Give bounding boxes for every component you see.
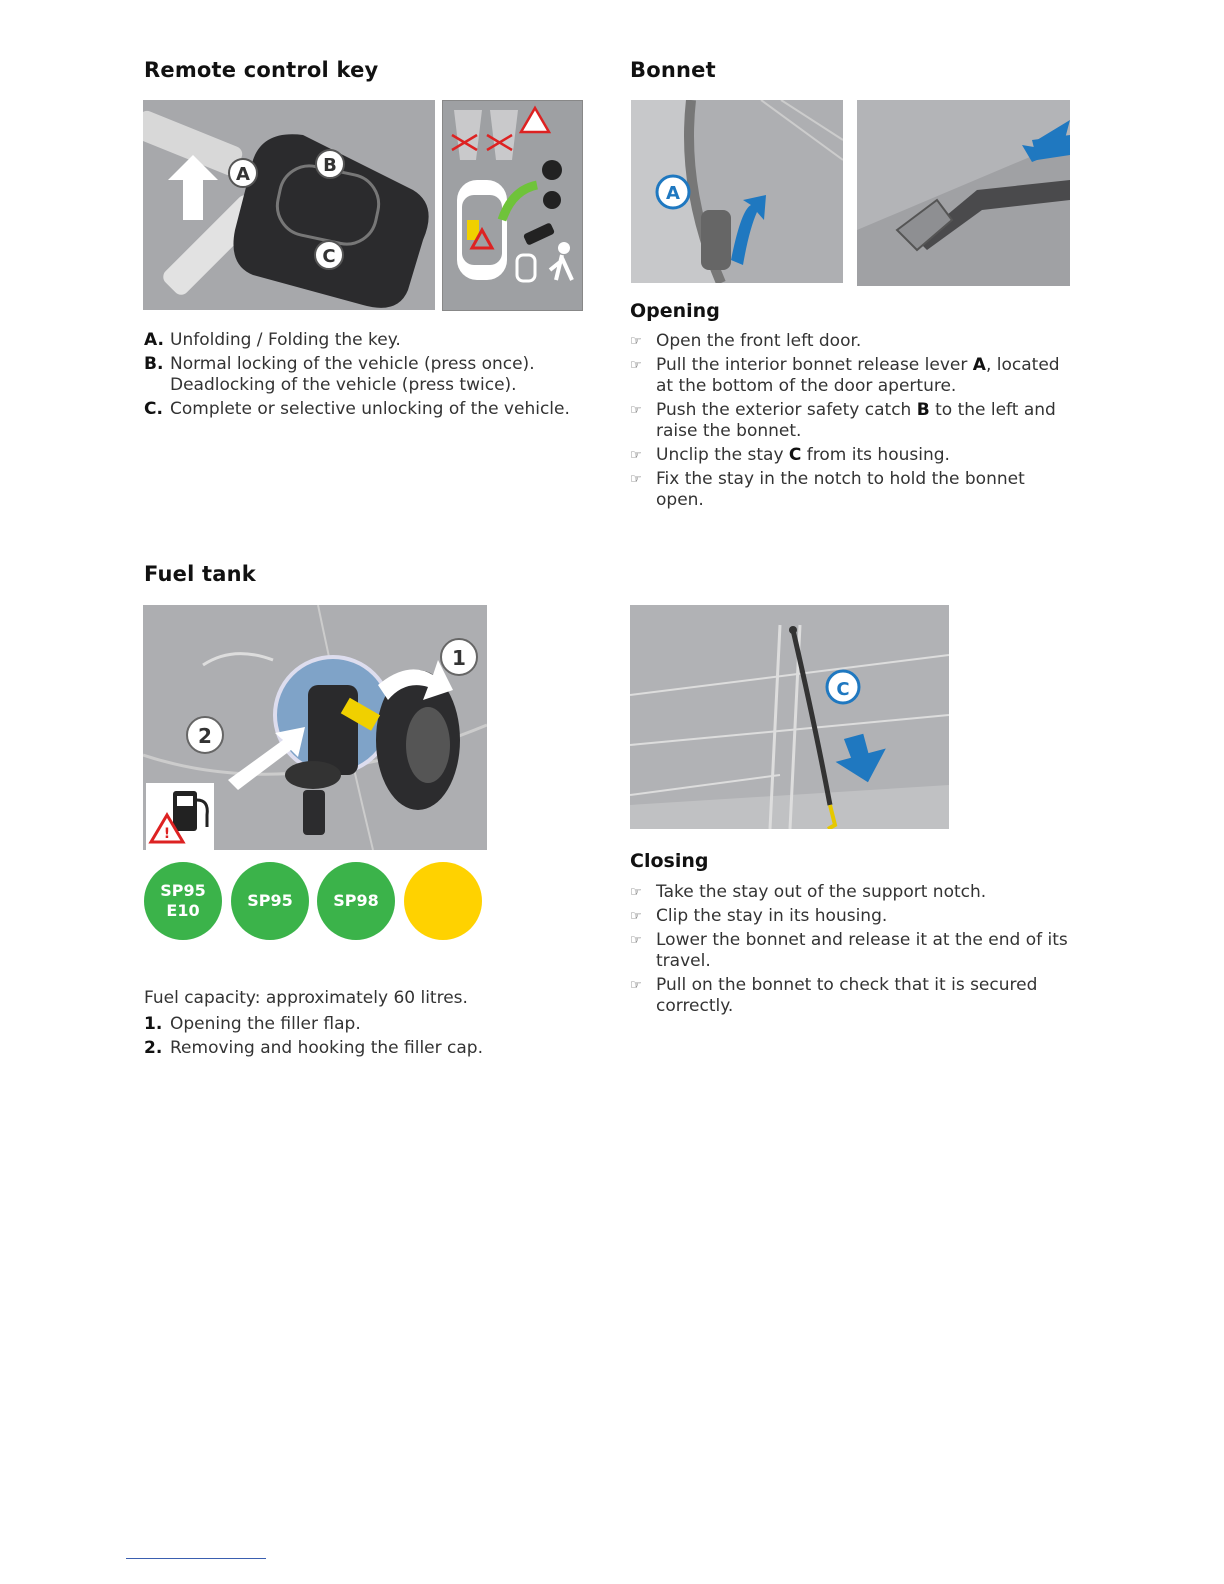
list-item: B. Normal locking of the vehicle (press once). Deadlocking of the vehicle (press twice).	[144, 354, 535, 395]
list-item: ☞ Take the stay out of the support notch.	[630, 882, 987, 902]
vehicle-warning-illustration	[442, 100, 583, 311]
pointing-hand-icon: ☞	[630, 334, 642, 349]
fuel-capacity: Fuel capacity: approximately 60 litres.	[144, 988, 468, 1008]
bonnet-release-lever-illustration	[631, 100, 843, 283]
fuel-badge-sp95: SP95	[231, 862, 309, 940]
list-item: 1. Opening the filler flap.	[144, 1014, 361, 1034]
pointing-hand-icon: ☞	[630, 403, 642, 418]
bonnet-safety-catch-illustration	[857, 100, 1070, 286]
list-item: C. Complete or selective unlocking of the vehicle.	[144, 399, 570, 419]
remote-title: Remote control key	[144, 58, 379, 82]
remote-label-b: B	[323, 155, 337, 176]
remote-legend	[144, 330, 594, 423]
pointing-hand-icon: ☞	[630, 472, 642, 487]
opening-steps	[630, 331, 1075, 514]
list-item: ☞ Pull the interior bonnet release lever A, located at the bottom of the door aperture.	[630, 355, 1060, 396]
pointing-hand-icon: ☞	[630, 358, 642, 373]
svg-text:!: !	[163, 826, 171, 842]
bonnet-label-a: A	[666, 183, 680, 204]
remote-key-illustration	[143, 100, 435, 310]
list-item: ☞ Clip the stay in its housing.	[630, 906, 888, 926]
list-item: 2. Removing and hooking the filler cap.	[144, 1038, 483, 1058]
bonnet-stay-illustration	[630, 605, 949, 829]
pointing-hand-icon: ☞	[630, 978, 642, 993]
fuel-badge-yellow	[404, 862, 482, 940]
list-item: ☞ Unclip the stay C from its housing.	[630, 445, 950, 465]
fuel-legend	[144, 1014, 594, 1062]
list-item: ☞ Fix the stay in the notch to hold the bonnet open.	[630, 469, 1025, 510]
footer-rule	[126, 1558, 266, 1559]
pointing-hand-icon: ☞	[630, 448, 642, 463]
pointing-hand-icon: ☞	[630, 909, 642, 924]
fuel-badge-sp98: SP98	[317, 862, 395, 940]
remote-label-c: C	[322, 246, 336, 267]
list-item: A. Unfolding / Folding the key.	[144, 330, 401, 350]
fuel-label-1: 1	[452, 646, 466, 670]
pointing-hand-icon: ☞	[630, 933, 642, 948]
fuel-title: Fuel tank	[144, 562, 256, 586]
bonnet-label-c: C	[836, 679, 850, 700]
fuel-label-2: 2	[198, 724, 212, 748]
list-item: ☞ Push the exterior safety catch B to the left and raise the bonnet.	[630, 400, 1056, 441]
pointing-hand-icon: ☞	[630, 885, 642, 900]
closing-steps	[630, 882, 1075, 1020]
closing-title: Closing	[630, 850, 709, 872]
bonnet-title: Bonnet	[630, 58, 716, 82]
list-item: ☞ Open the front left door.	[630, 331, 862, 351]
remote-label-a: A	[236, 164, 250, 185]
list-item: ☞ Pull on the bonnet to check that it is secured correctly.	[630, 975, 1038, 1016]
fuel-badge-sp95-e10: SP95 E10	[144, 862, 222, 940]
list-item: ☞ Lower the bonnet and release it at the end of its travel.	[630, 930, 1068, 971]
opening-title: Opening	[630, 300, 720, 322]
fuel-filler-illustration	[143, 605, 487, 850]
